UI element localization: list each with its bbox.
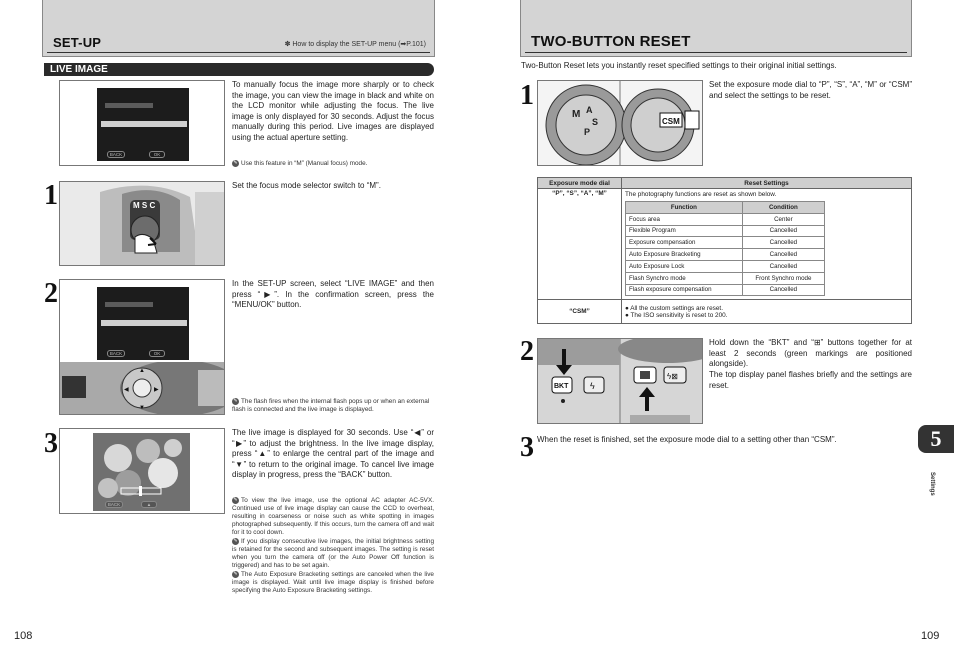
step-2-number: 2 xyxy=(44,278,58,309)
reset-step-1-text: Set the exposure mode dial to “P”, “S”, “A”, “M” or “CSM” and select the settings to be reset. xyxy=(709,80,912,100)
focus-selector-illustration xyxy=(60,182,224,265)
svg-text:▼: ▼ xyxy=(139,405,145,411)
left-header-rule xyxy=(47,52,430,53)
note-icon: ✎ xyxy=(233,571,238,577)
table-row: Flash exposure compensation Cancelled xyxy=(626,284,825,296)
reset-step-3-text: When the reset is finished, set the exposure mode dial to a setting other than “CSM”. xyxy=(537,435,837,444)
enlarge-button: ▲ xyxy=(141,501,157,508)
step-3-text: The live image is displayed for 30 seconds. Use “◀” or “▶” to adjust the brightness. In the live image display, press “▲” to enlarge the central part of the image and “▼” to return to the original image. To cancel live image display in progress, press the “BACK” button. xyxy=(232,428,434,479)
camera-back-illustration xyxy=(60,362,224,414)
table-row: Flexible Program Cancelled xyxy=(626,225,825,237)
svg-text:BKT: BKT xyxy=(554,383,569,390)
reset-step-1-number: 1 xyxy=(520,80,534,111)
lcd-screen xyxy=(97,88,189,161)
side-label: Settings xyxy=(929,472,935,496)
back-button: BACK xyxy=(107,151,125,158)
intro-text: To manually focus the image more sharply or to check the image, you can view the image in black and white on the LCD monitor while adjusting the focus. The live image is only displayed for 30 seconds. Adjust the focus manually during this period. Live images are displayed using the actual aperture setting. xyxy=(232,80,434,142)
step-2-figure xyxy=(59,279,225,415)
back-button: BACK xyxy=(107,350,125,357)
left-header-note: ✽ How to display the SET-UP menu (➡P.101) xyxy=(284,41,426,48)
table-row: Auto Exposure Lock Cancelled xyxy=(626,260,825,272)
table-row: Exposure compensation Cancelled xyxy=(626,237,825,249)
table-cell-psam-settings xyxy=(622,189,912,300)
right-header-title: TWO-BUTTON RESET xyxy=(531,33,691,50)
svg-text:CSM: CSM xyxy=(662,117,680,126)
intro-note xyxy=(232,160,434,168)
buttons-figure xyxy=(537,338,703,424)
left-header-title: SET-UP xyxy=(53,35,102,50)
left-page-number: 108 xyxy=(14,630,33,642)
table-header-exposure-mode: Exposure mode dial xyxy=(538,178,622,189)
svg-text:ϟ: ϟ xyxy=(590,381,595,391)
svg-text:▶: ▶ xyxy=(154,387,159,393)
right-header xyxy=(520,0,912,57)
table-cell-mode-csm: “CSM” xyxy=(538,300,622,324)
step-3-note-3: ✎ The Auto Exposure Bracketing settings are canceled when the live image is displayed. Wait until live image display is finished before specifying the Auto Exposure Bracketing settings. xyxy=(232,571,434,595)
table-header-reset-settings: Reset Settings xyxy=(622,178,912,189)
menu-row xyxy=(105,302,153,307)
csm-item-2: ● The ISO sensitivity is reset to 200. xyxy=(625,311,728,319)
table-row: Flash Synchro mode Front Synchro mode xyxy=(626,272,825,284)
intro-screen-figure xyxy=(59,80,225,166)
svg-text:A: A xyxy=(586,105,593,115)
note-icon: ✎ xyxy=(233,398,238,404)
step-3-note-1: ✎ To view the live image, use the optional AC adapter AC-5VX. Continued use of live image display can cause the CCD to overheat, resulting in coarseness or noise such as white spotting in images photographed subsequently. If this occurs, turn the camera off and wait for it to cool down. xyxy=(232,497,434,537)
section-label: LIVE IMAGE xyxy=(50,64,108,75)
intro-note-text: Use this feature in “M” (Manual focus) mode. xyxy=(241,160,368,168)
svg-text:M S C: M S C xyxy=(133,201,156,210)
inner-header-function: Function xyxy=(626,202,743,214)
inner-header-condition: Condition xyxy=(742,202,824,214)
table-row: Auto Exposure Bracketing Cancelled xyxy=(626,249,825,261)
psam-description: The photography functions are reset as shown below. xyxy=(625,191,777,198)
svg-text:P: P xyxy=(584,127,591,137)
step-3-figure xyxy=(59,428,225,514)
step-2-text: In the SET-UP screen, select “LIVE IMAGE” and then press “▶”. In the confirmation screen, press the “MENU/OK” button. xyxy=(232,279,434,309)
live-image-screen xyxy=(93,433,190,511)
table-row: Focus area Center xyxy=(626,213,825,225)
reset-step-2-text-2: The top display panel flashes briefly and the settings are reset. xyxy=(709,370,912,390)
note-icon: ✎ xyxy=(233,538,238,544)
svg-text:M: M xyxy=(572,109,581,120)
ok-button: OK xyxy=(149,350,165,357)
step-2-note xyxy=(232,398,434,414)
function-condition-table xyxy=(625,201,825,296)
section-label-bar xyxy=(44,63,434,76)
left-header xyxy=(42,0,435,57)
reset-step-3-number: 3 xyxy=(520,432,534,463)
menu-row-selected xyxy=(101,320,187,326)
flower-photo xyxy=(93,433,190,511)
note-icon: ✎ xyxy=(233,160,238,166)
ok-button: OK xyxy=(149,151,165,158)
menu-row-selected xyxy=(101,121,187,127)
menu-row xyxy=(105,103,153,108)
chapter-tab: 5 xyxy=(918,425,954,453)
note-icon: ✎ xyxy=(233,497,238,503)
right-header-rule xyxy=(525,52,907,53)
step-3-number: 3 xyxy=(44,428,58,459)
reset-step-2-text: Hold down the “BKT” and “⊞” buttons together for at least 2 seconds (green markings are positioned alongside). xyxy=(709,338,912,368)
svg-text:ϟ⊠: ϟ⊠ xyxy=(667,372,678,381)
svg-text:S: S xyxy=(592,117,599,127)
step-3-note-2: ✎ If you display consecutive live images, the initial brightness setting is retained for the second and subsequent images. The setting is reset when you turn the camera off (or the Auto Power Off function is triggered) and has to be set again. xyxy=(232,538,434,570)
table-cell-csm-settings xyxy=(622,300,912,324)
back-button: BACK xyxy=(105,501,123,508)
step-1-number: 1 xyxy=(44,180,58,211)
step-1-text: Set the focus mode selector switch to “M”. xyxy=(232,181,381,190)
step-2-note-text: The flash fires when the internal flash pops up or when an external flash is connected and the live image is displayed. xyxy=(232,398,430,414)
reset-step-2-number: 2 xyxy=(520,336,534,367)
reset-settings-table xyxy=(537,177,912,324)
right-page-number: 109 xyxy=(921,630,940,642)
lcd-screen xyxy=(97,287,189,360)
csm-item-1: ● All the custom settings are reset. xyxy=(625,304,723,312)
step-1-figure xyxy=(59,181,225,266)
svg-text:▲: ▲ xyxy=(139,368,145,374)
table-cell-mode-psam: “P”, “S”, “A”, “M” xyxy=(538,189,622,300)
svg-text:◀: ◀ xyxy=(124,387,129,393)
mode-dial-figure xyxy=(537,80,703,166)
mode-dial-illustration xyxy=(538,81,702,165)
reset-buttons-illustration xyxy=(538,339,702,423)
reset-intro: Two-Button Reset lets you instantly reset specified settings to their original initial settings. xyxy=(521,61,837,70)
